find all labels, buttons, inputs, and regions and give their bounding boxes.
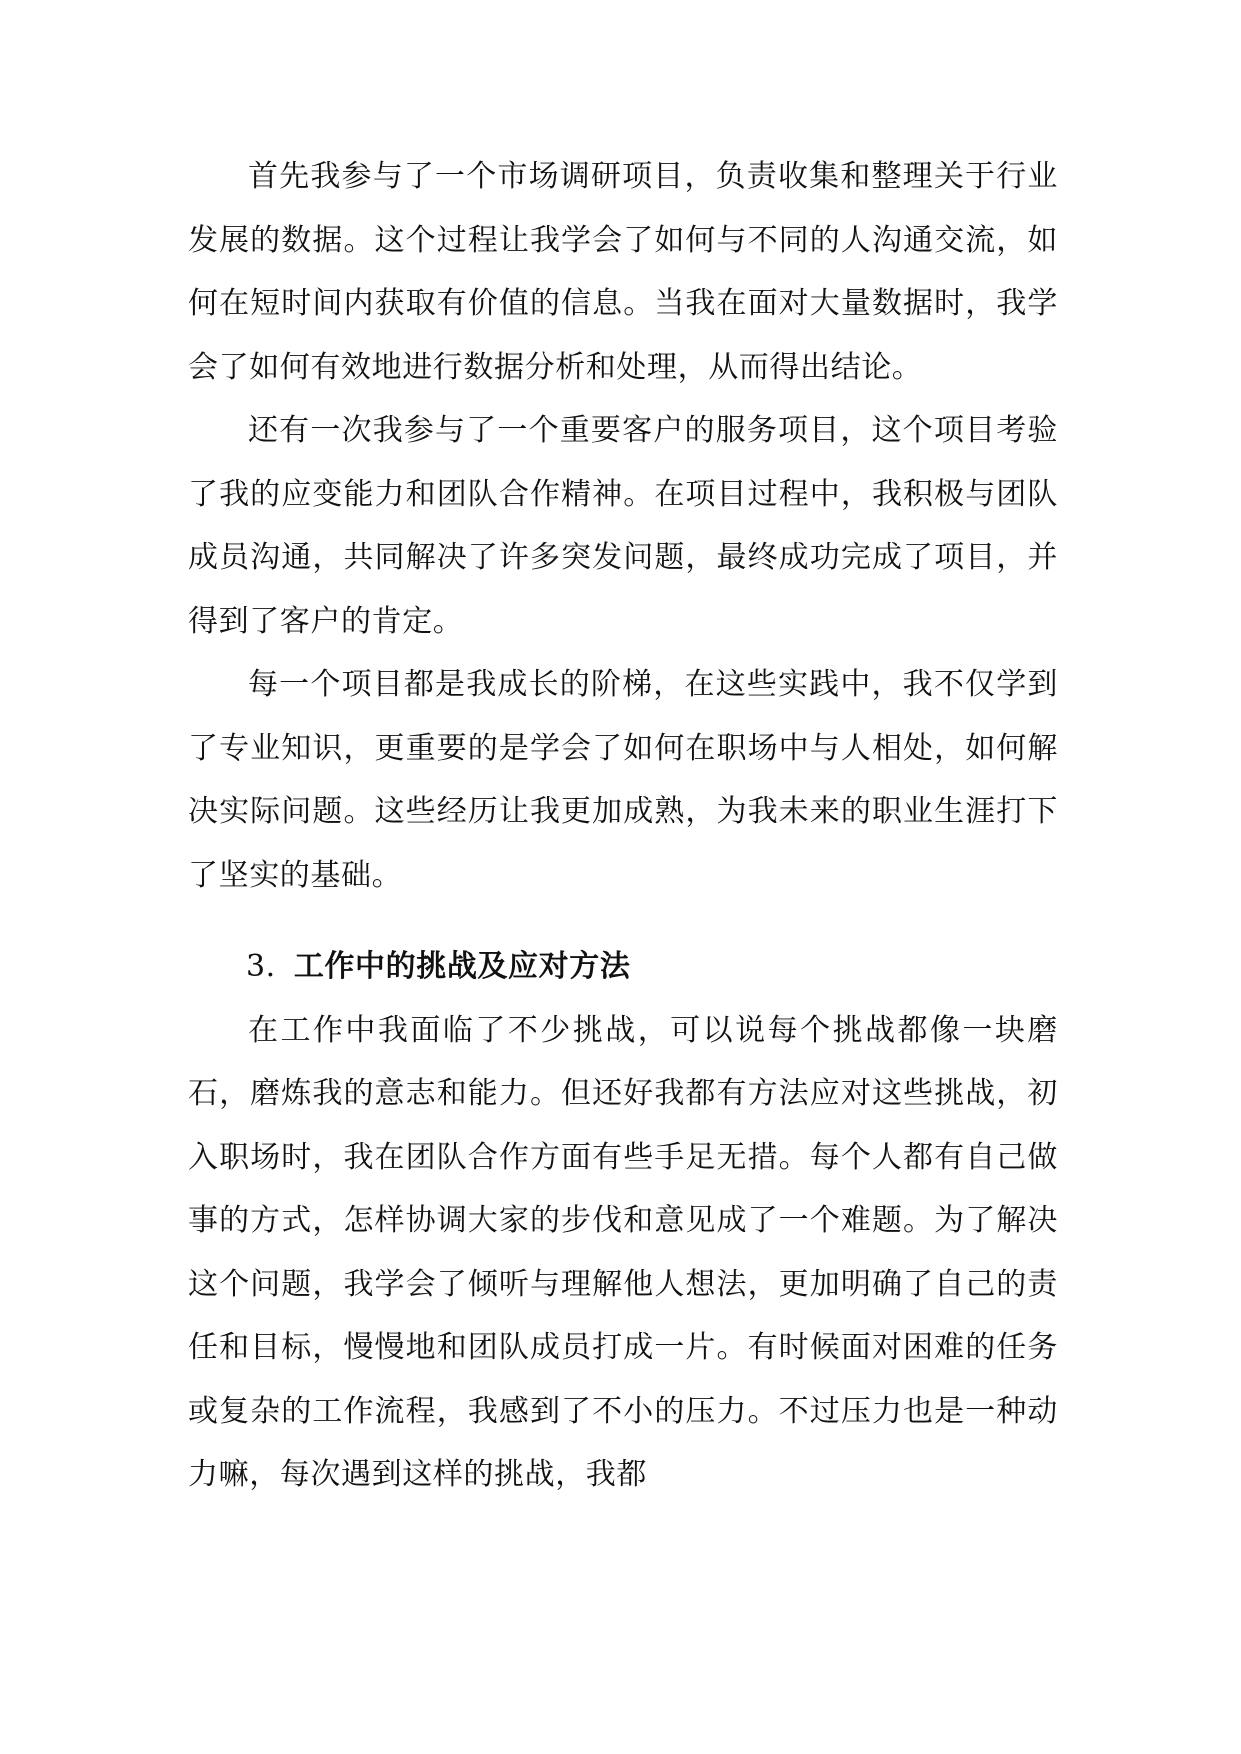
section-number: 3. (246, 949, 276, 984)
paragraph-challenges: 在工作中我面临了不少挑战，可以说每个挑战都像一块磨石，磨炼我的意志和能力。但还好我都有方法应对这些挑战，初入职场时，我在团队合作方面有些手足无措。每个人都有自己做事的方式，怎样协调大家的步伐和意见成了一个难题。为了解决这个问题，我学会了倾听与理解他人想法，更加明确了自己的责任和目标，慢慢地和团队成员打成一片。有时候面对困难的任务或复杂的工作流程，我感到了不小的压力。不过压力也是一种动力嘛，每次遇到这样的挑战，我都 (188, 1012, 1058, 1492)
paragraph-market-research: 首先我参与了一个市场调研项目，负责收集和整理关于行业发展的数据。这个过程让我学会了如何与不同的人沟通交流，如何在短时间内获取有价值的信息。当我在面对大量数据时，我学会了如何有效地进行数据分析和处理，从而得出结论。 (188, 159, 1058, 385)
section-heading (188, 935, 1058, 999)
paragraph-growth: 每一个项目都是我成长的阶梯，在这些实践中，我不仅学到了专业知识，更重要的是学会了如何在职场中与人相处，如何解决实际问题。这些经历让我更加成熟，为我未来的职业生涯打下了坚实的基础。 (188, 667, 1058, 893)
section-title: 工作中的挑战及应对方法 (293, 949, 631, 984)
paragraph-client-service: 还有一次我参与了一个重要客户的服务项目，这个项目考验了我的应变能力和团队合作精神。在项目过程中，我积极与团队成员沟通，共同解决了许多突发问题，最终成功完成了项目，并得到了客户的肯定。 (188, 413, 1058, 639)
document-body (188, 145, 1058, 1507)
